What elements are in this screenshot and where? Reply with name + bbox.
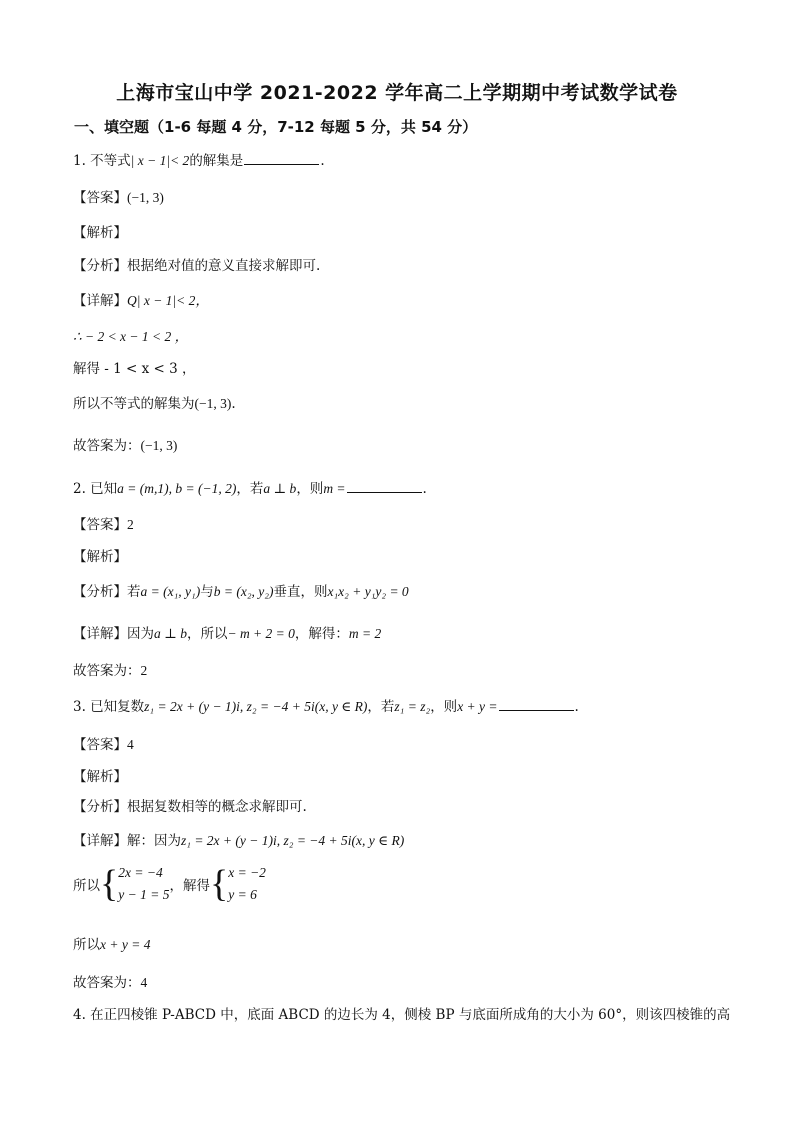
q1-expr: | x − 1|< 2	[130, 153, 190, 168]
xiangjie-expr-3: m = 2	[348, 626, 382, 641]
q1-analysis-label: 【解析】	[73, 225, 127, 241]
section-heading: 一、填空题（1-6 每题 4 分，7-12 每题 5 分，共 54 分）	[74, 118, 478, 136]
fenxi-label: 【分析】	[73, 584, 127, 600]
system-1	[118, 862, 169, 906]
xiangjie-text-a: 解：因为	[127, 833, 181, 849]
xiangjie-text-b: ，所以	[186, 626, 228, 642]
question-2	[73, 477, 427, 497]
fenxi-label: 【分析】	[73, 258, 127, 274]
q3-expr-2: z₁ = z₂	[394, 699, 431, 714]
answer-label: 【答案】	[73, 737, 127, 753]
final-label: 故答案为：	[73, 975, 141, 991]
q3-prefix: 3. 已知复数	[73, 699, 145, 715]
answer-label: 【答案】	[73, 190, 127, 206]
q2-prefix: 2. 已知	[73, 481, 118, 497]
answer-value: 4	[127, 737, 134, 752]
step3-prefix: 所以不等式的解集为	[73, 396, 195, 412]
xiangjie-expr-1: a ⊥ b	[154, 626, 187, 641]
xiangjie-expr: z₁ = 2x + (y − 1)i, z₂ = −4 + 5i(x, y ∈ R)	[181, 833, 405, 848]
q3-answer	[73, 733, 134, 753]
final-value: 2	[140, 663, 148, 678]
fenxi-text-a: 若	[127, 584, 141, 600]
q2-analysis-label: 【解析】	[73, 549, 127, 565]
left-brace: {	[209, 863, 229, 905]
q2-xiangjie	[73, 622, 381, 642]
q3-expr-1: z₁ = 2x + (y − 1)i, z₂ = −4 + 5i(x, y ∈ R)	[144, 699, 368, 714]
step3-end: .	[231, 396, 236, 412]
q1-end: .	[320, 153, 325, 169]
q3-final	[73, 971, 147, 991]
q2-expr-3: m =	[323, 481, 346, 496]
q1-answer	[73, 186, 164, 206]
answer-blank	[347, 480, 422, 493]
fenxi-expr-3: x₁x₂ + y₁y₂ = 0	[327, 584, 409, 599]
answer-value: 2	[127, 517, 134, 532]
xiangjie-expr: Q| x − 1|< 2，	[127, 293, 209, 308]
final-value: (−1, 3)	[140, 438, 178, 453]
q2-end: .	[422, 481, 427, 497]
q3-end: .	[574, 699, 579, 715]
q1-final	[73, 434, 177, 454]
fenxi-text-b: 与	[200, 584, 214, 600]
page-title: 上海市宝山中学 2021-2022 学年高二上学期期中考试数学试卷	[116, 82, 678, 104]
q3-analysis-label: 【解析】	[73, 769, 127, 785]
xiangjie-label: 【详解】	[73, 293, 127, 309]
xiangjie-label: 【详解】	[73, 833, 127, 849]
final-value: 4	[140, 975, 148, 990]
answer-label: 【答案】	[73, 517, 127, 533]
q2-expr-1: a = (m,1), b = (−1, 2)	[117, 481, 237, 496]
xiangjie-text-a: 因为	[127, 626, 154, 642]
fenxi-text: 根据绝对值的意义直接求解即可.	[127, 258, 321, 274]
xiangjie-text-c: ，解得：	[294, 626, 349, 642]
q3-mid-2: ，则	[430, 699, 458, 715]
q2-fenxi	[73, 580, 409, 600]
fenxi-text-c: 垂直，则	[273, 584, 328, 600]
system-2-line-1: x = −2	[228, 865, 266, 880]
fenxi-expr-1: a = (x₁, y₁)	[140, 584, 201, 599]
system-1-line-2: y − 1 = 5	[118, 887, 170, 902]
system-2-line-2: y = 6	[228, 887, 257, 902]
q2-answer	[73, 513, 134, 533]
left-brace: {	[100, 863, 119, 905]
fenxi-label: 【分析】	[73, 799, 127, 815]
xiangjie-label: 【详解】	[73, 626, 127, 642]
sum-prefix: 所以	[73, 937, 100, 953]
system-2	[228, 862, 266, 906]
q1-step-2: 解得 - 1 < x < 3 ，	[73, 361, 196, 377]
q2-expr-2: a ⊥ b	[263, 481, 297, 496]
question-3	[73, 695, 579, 715]
q1-prefix: 1. 不等式	[73, 153, 131, 169]
q3-mid: ，若	[367, 699, 395, 715]
xiangjie-expr-2: − m + 2 = 0	[227, 626, 295, 641]
final-label: 故答案为：	[73, 438, 141, 454]
q1-xiangjie	[73, 289, 209, 309]
q3-xiangjie	[73, 829, 404, 849]
q3-fenxi	[73, 795, 307, 815]
q3-system	[73, 862, 266, 906]
q2-final	[73, 659, 147, 679]
system-prefix: 所以	[73, 878, 100, 894]
system-1-line-1: 2x = −4	[118, 865, 163, 880]
question-4: 4. 在正四棱锥 P-ABCD 中，底面 ABCD 的边长为 4，侧棱 BP 与底面所成角的大小为 60°，则该四棱锥的高	[73, 1007, 731, 1023]
system-mid: ，解得	[169, 878, 210, 894]
q1-fenxi	[73, 254, 320, 274]
q3-expr-3: x + y =	[457, 699, 498, 714]
q1-step-1: ∴ − 2 < x − 1 < 2 ，	[73, 329, 189, 344]
final-label: 故答案为：	[73, 663, 141, 679]
q1-suffix: 的解集是	[189, 153, 244, 169]
step3-value: (−1, 3)	[194, 396, 232, 411]
q3-sum	[73, 933, 150, 953]
q1-step-3	[73, 392, 236, 412]
fenxi-expr-2: b = (x₂, y₂)	[213, 584, 274, 599]
q2-mid-2: ，则	[296, 481, 324, 497]
answer-blank	[244, 152, 319, 165]
answer-blank	[499, 698, 574, 711]
sum-expr: x + y = 4	[100, 937, 151, 952]
answer-value: (−1, 3)	[127, 190, 164, 205]
question-1	[73, 149, 325, 169]
q2-mid: ，若	[236, 481, 264, 497]
fenxi-text: 根据复数相等的概念求解即可.	[127, 799, 307, 815]
